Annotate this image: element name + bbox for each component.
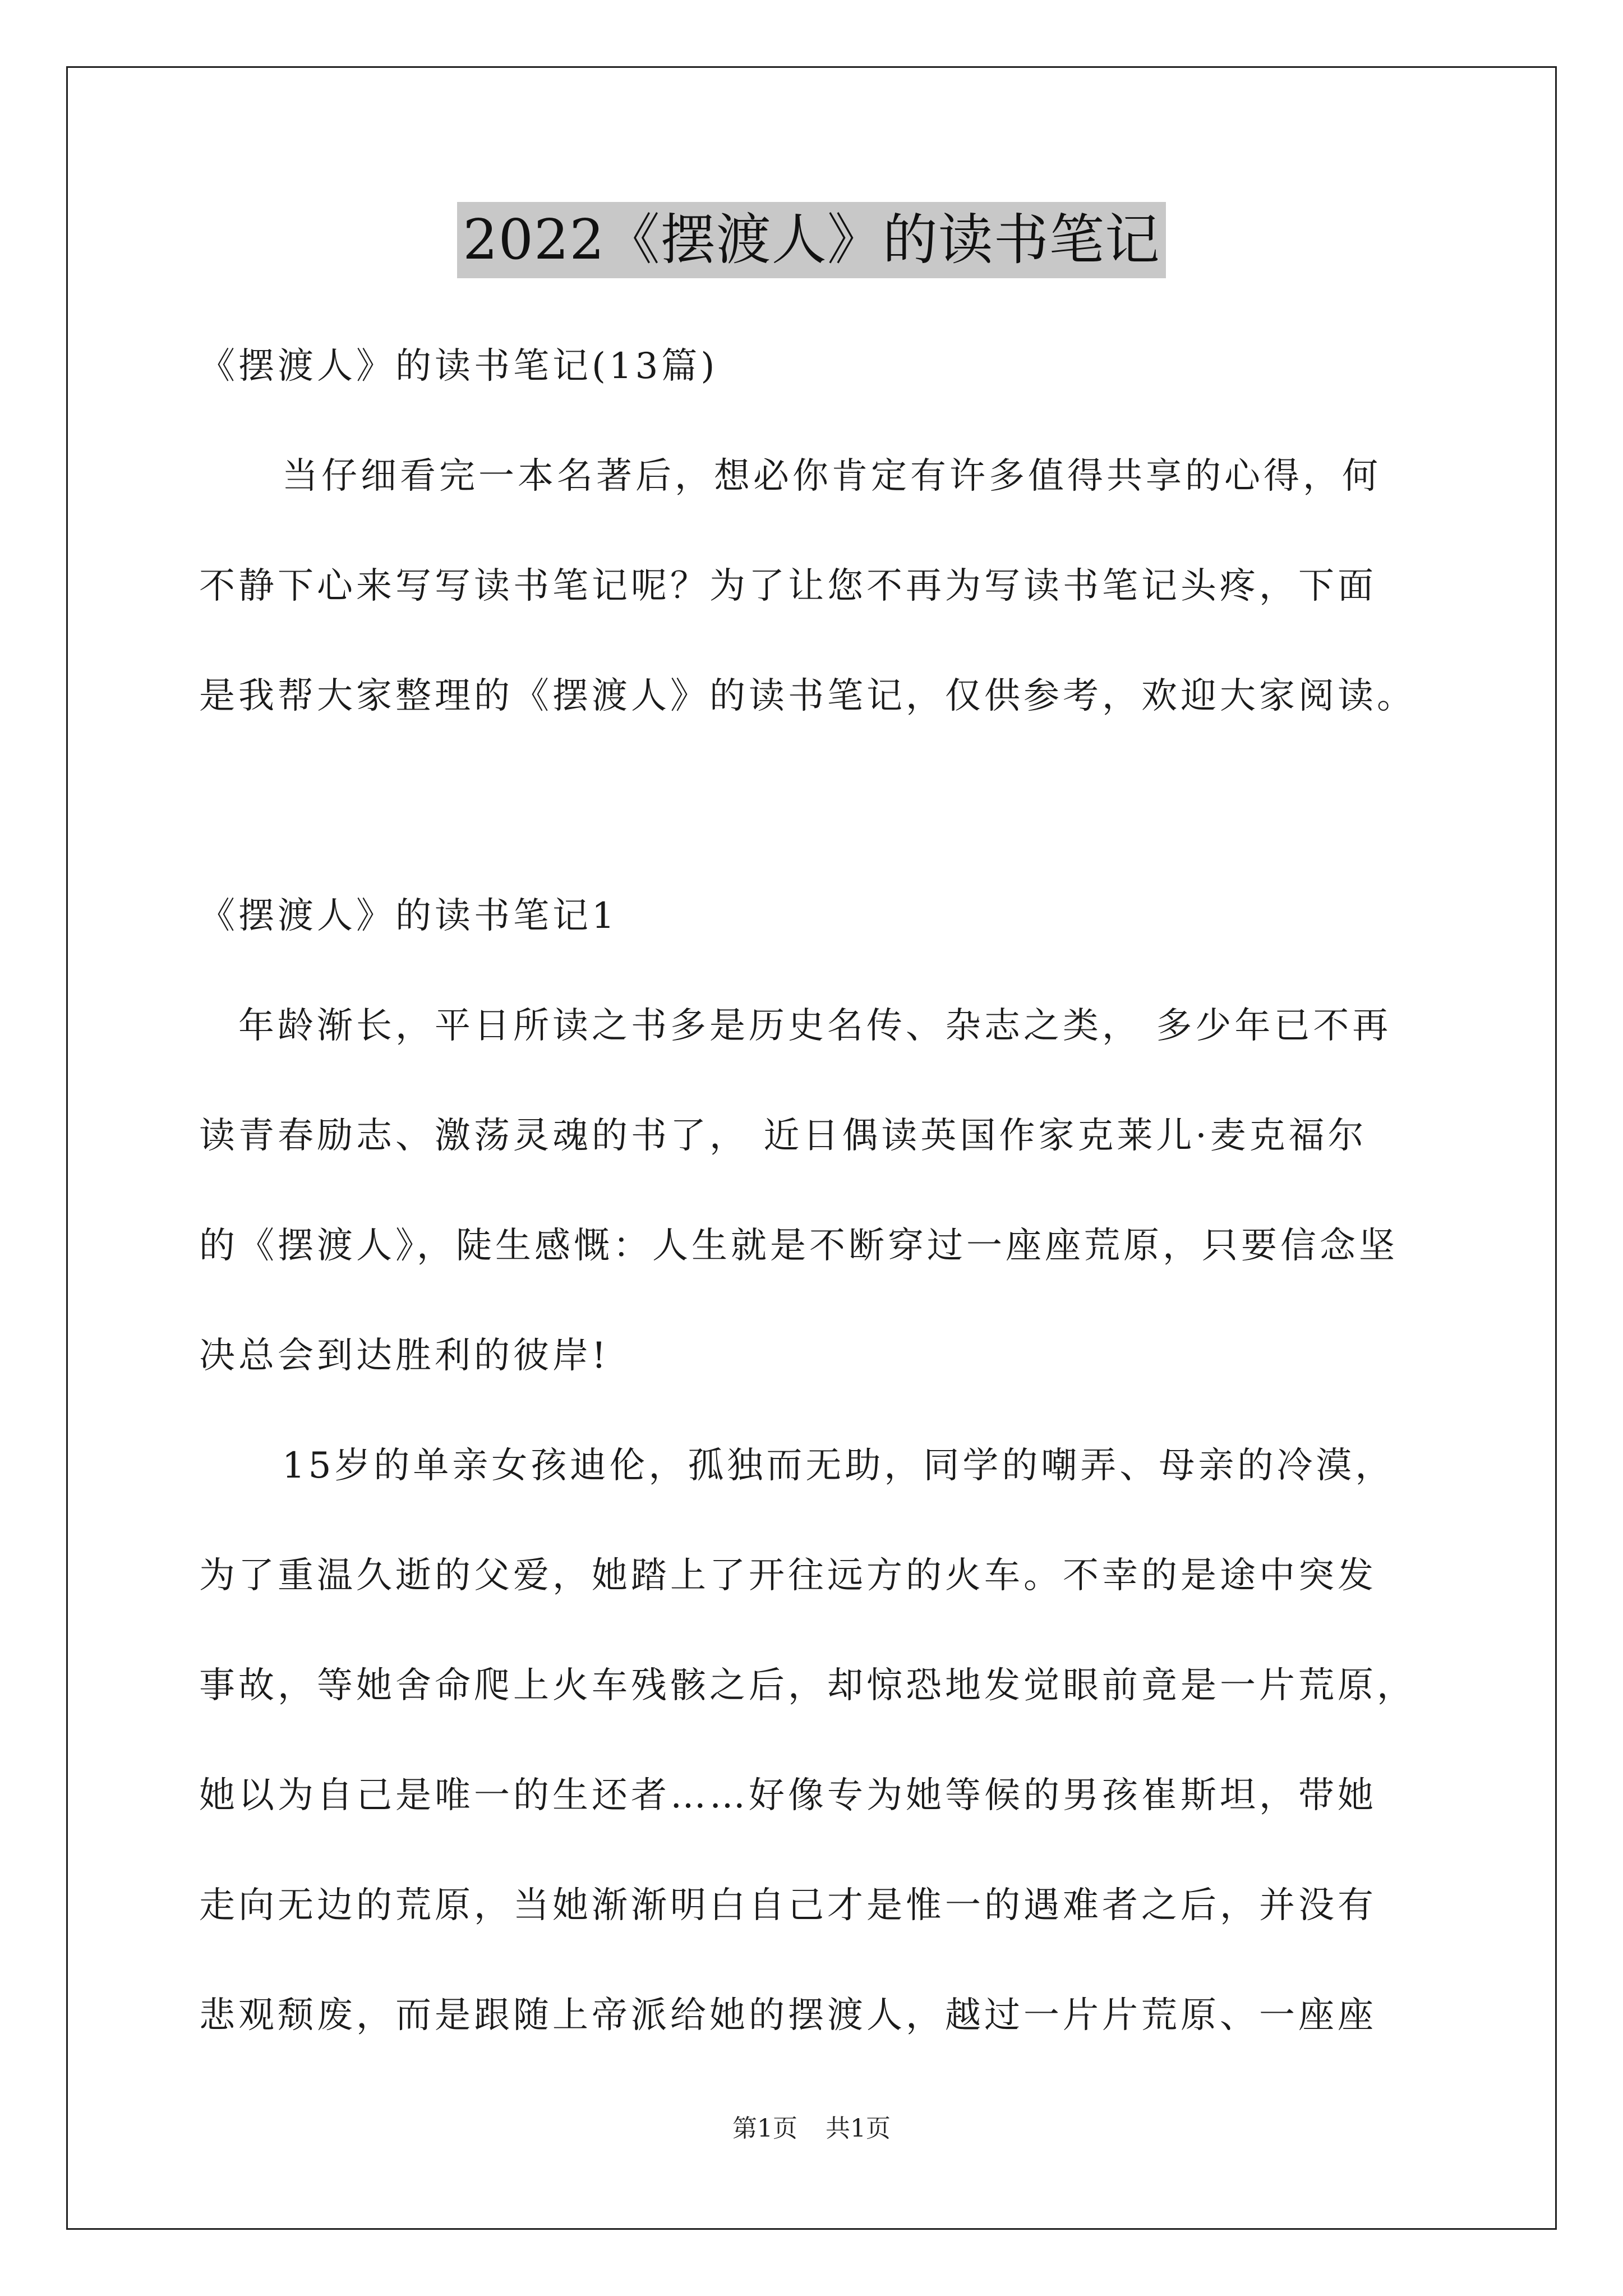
paragraph-line: 为了重温久逝的父爱，她踏上了开往远方的火车。不幸的是途中突发	[199, 1555, 1377, 1596]
page-footer	[0, 2112, 1623, 2146]
page-total: 共1页	[826, 2114, 891, 2143]
paragraph-line: 事故，等她舍命爬上火车残骸之后，却惊恐地发觉眼前竟是一片荒原，	[199, 1665, 1416, 1706]
paragraph-line: 年龄渐长，平日所读之书多是历史名传、杂志之类， 多少年已不再	[238, 1005, 1392, 1047]
paragraph-line: 15岁的单亲女孩迪伦，孤独而无助，同学的嘲弄、母亲的冷漠，	[282, 1445, 1395, 1487]
paragraph-line: 悲观颓废，而是跟随上帝派给她的摆渡人，越过一片片荒原、一座座	[199, 1995, 1377, 2036]
intro-line: 是我帮大家整理的《摆渡人》的读书笔记，仅供参考，欢迎大家阅读。	[199, 675, 1416, 717]
paragraph-line: 她以为自己是唯一的生还者……好像专为她等候的男孩崔斯坦，带她	[199, 1775, 1377, 1816]
section-heading: 《摆渡人》的读书笔记1	[199, 895, 618, 937]
document-title: 2022《摆渡人》的读书笔记	[457, 202, 1165, 278]
intro-line: 当仔细看完一本名著后，想必你肯定有许多值得共享的心得，何	[282, 455, 1381, 497]
page-number: 第1页	[732, 2114, 797, 2143]
paragraph-line: 走向无边的荒原，当她渐渐明白自己才是惟一的遇难者之后，并没有	[199, 1885, 1377, 1926]
paragraph-line: 的《摆渡人》，陡生感慨：人生就是不断穿过一座座荒原，只要信念坚	[199, 1225, 1398, 1267]
document-body	[199, 311, 1433, 2070]
title-container	[0, 202, 1623, 278]
paragraph-line: 读青春励志、激荡灵魂的书了， 近日偶读英国作家克莱儿·麦克福尔	[199, 1115, 1367, 1157]
blank-line	[199, 751, 1433, 861]
intro-line: 不静下心来写写读书笔记呢？为了让您不再为写读书笔记头疼，下面	[199, 565, 1377, 607]
paragraph-line: 决总会到达胜利的彼岸!	[199, 1335, 610, 1377]
document-subtitle: 《摆渡人》的读书笔记(13篇)	[199, 346, 718, 387]
